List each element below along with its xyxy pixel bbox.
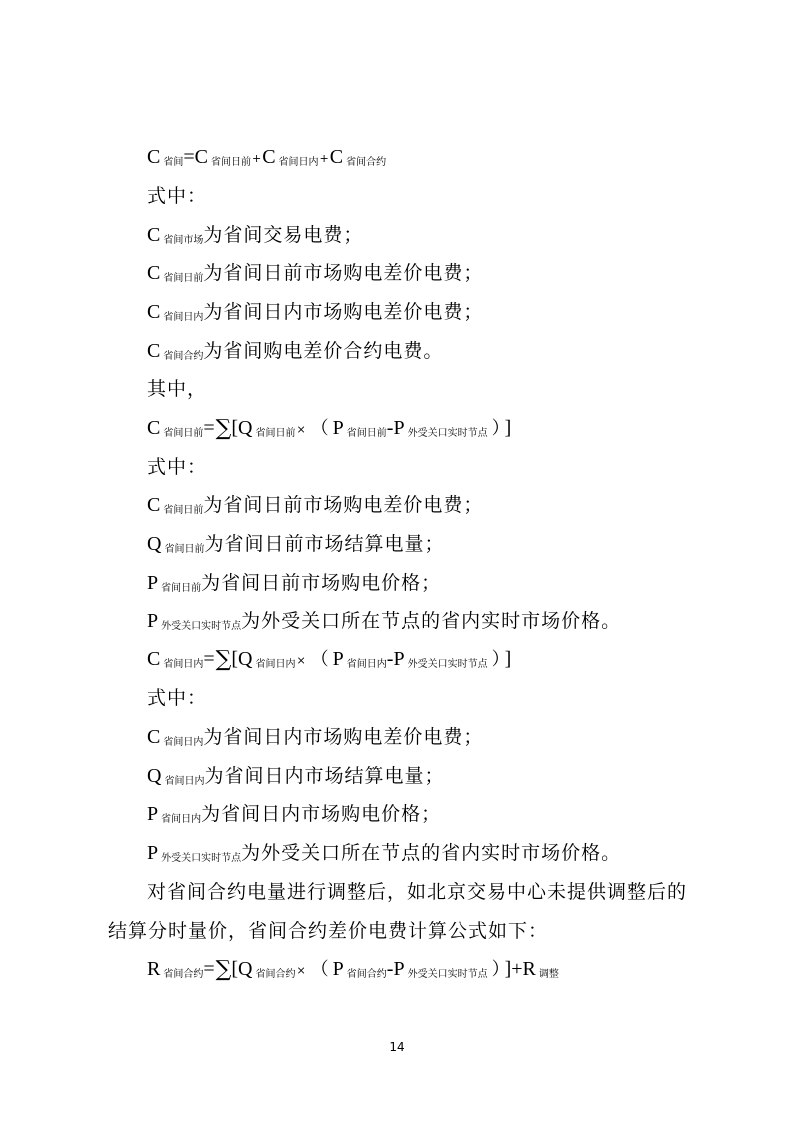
close-bracket: ] (504, 648, 512, 670)
sum-sign: ∑ (215, 416, 232, 441)
definition-line (147, 571, 441, 601)
sum-sign: ∑ (215, 647, 232, 672)
formula-subscript: 省间日内 (346, 659, 387, 670)
minus-sign: - (386, 958, 394, 980)
close-paren: ） (491, 649, 501, 670)
formula-symbol: P (332, 417, 344, 439)
equals-sign: = (203, 648, 215, 670)
definition-line (147, 725, 483, 755)
formula-subscript: 外受关口实时节点 (407, 659, 488, 670)
formula-symbol: C (147, 726, 161, 748)
formula-symbol: C (147, 301, 161, 323)
definition-line (147, 609, 621, 639)
formula-symbol: C (147, 494, 161, 516)
definition-text: 为外受关口所在节点的省内实时市场价格。 (241, 842, 622, 864)
formula-subscript: 省间合约 (255, 969, 296, 980)
definition-text: 为省间交易电费； (203, 224, 364, 246)
formula-subscript: 省间市场 (163, 235, 204, 246)
formula-symbol: C (147, 340, 161, 362)
formula-symbol: P (332, 958, 344, 980)
formula-symbol: P (147, 572, 159, 594)
formula-subscript: 省间日前 (164, 544, 205, 555)
formula-subscript: 省间 (163, 157, 184, 168)
formula-subscript: 省间日内 (164, 776, 205, 787)
among-label: 其中， (147, 378, 208, 400)
definition-line (147, 532, 444, 562)
formula-subscript: 省间日前 (210, 157, 251, 168)
minus-sign: - (386, 648, 394, 670)
formula-symbol: C (147, 224, 161, 246)
formula-symbol: P (147, 610, 159, 632)
close-paren: ） (491, 959, 501, 980)
equals-sign: = (183, 146, 195, 168)
formula-symbol: Q (147, 533, 162, 555)
formula-subscript: 省间日内 (255, 659, 296, 670)
definition-text: 为省间日内市场购电差价电费； (203, 726, 484, 748)
open-paren: （ (310, 649, 329, 670)
formula-symbol: C (194, 146, 208, 168)
close-bracket: ] (504, 417, 512, 439)
definition-line (147, 339, 443, 369)
sum-sign: ∑ (215, 957, 232, 982)
formula-subscript: 省间合约 (163, 351, 204, 362)
formula-subscript: 调整 (538, 969, 559, 980)
formula-symbol: R (147, 958, 161, 980)
definition-text: 为外受关口所在节点的省内实时市场价格。 (241, 610, 622, 632)
plus-sign: + (251, 152, 262, 165)
formula-subscript: 省间日前 (255, 428, 296, 439)
equals-sign: = (203, 417, 215, 439)
formula-subscript: 省间日内 (161, 814, 202, 825)
formula-symbol: Q (147, 765, 162, 787)
equals-sign: = (203, 958, 215, 980)
formula-subscript: 外受关口实时节点 (407, 428, 488, 439)
open-paren: （ (310, 418, 329, 439)
definition-text: 为省间日内市场结算电量； (204, 765, 445, 787)
formula-symbol: [Q (231, 648, 253, 670)
formula-symbol: C (329, 146, 344, 168)
formula-symbol: C (147, 417, 161, 439)
close-paren: ） (491, 418, 501, 439)
definition-line (147, 261, 483, 291)
definition-line (147, 802, 441, 832)
minus-sign: - (386, 417, 394, 439)
paragraph-line: 对省间合约电量进行调整后，如北京交易中心未提供调整后的 (147, 881, 688, 903)
formula-subscript: 省间合约 (346, 157, 387, 168)
formula-symbol: [Q (231, 958, 253, 980)
formula-symbol: P (393, 648, 405, 670)
formula-subscript: 省间日前 (163, 505, 204, 516)
definition-text: 为省间日内市场购电差价电费； (203, 301, 484, 323)
definition-line (147, 300, 483, 330)
formula-symbol: C (147, 146, 161, 168)
formula-symbol: P (393, 417, 405, 439)
where-label: 式中： (147, 687, 208, 709)
definition-text: 为省间日前市场购电差价电费； (203, 262, 484, 284)
close-bracket-plus: ]+R (504, 958, 536, 980)
formula-contract (147, 957, 559, 987)
formula-symbol: P (147, 803, 159, 825)
formula-subscript: 外受关口实时节点 (407, 969, 488, 980)
formula-subscript: 省间日内 (163, 659, 204, 670)
formula-subscript: 外受关口实时节点 (161, 621, 242, 632)
formula-subscript: 省间日内 (278, 157, 319, 168)
formula-subscript: 省间日前 (161, 583, 202, 594)
formula-subscript: 省间日前 (163, 273, 204, 284)
formula-subscript: 省间日前 (346, 428, 387, 439)
formula-symbol: P (332, 648, 344, 670)
formula-intraday (147, 647, 511, 677)
definition-text: 为省间日前市场购电差价电费； (203, 494, 484, 516)
times-sign: × (296, 964, 306, 977)
formula-subscript: 省间日内 (163, 737, 204, 748)
open-paren: （ (310, 959, 329, 980)
definition-text: 为省间日前市场购电价格； (201, 572, 442, 594)
formula-symbol: [Q (231, 417, 253, 439)
times-sign: × (296, 654, 306, 667)
formula-total-cost (147, 145, 386, 175)
formula-symbol: C (147, 648, 161, 670)
paragraph-line: 结算分时量价，省间合约差价电费计算公式如下： (108, 920, 549, 942)
formula-subscript: 省间合约 (163, 969, 204, 980)
definition-line (147, 493, 483, 523)
definition-line (147, 764, 444, 794)
definition-text: 为省间日内市场购电价格； (201, 803, 442, 825)
formula-symbol: C (262, 146, 276, 168)
where-label: 式中： (147, 456, 208, 478)
formula-subscript: 省间日内 (163, 312, 204, 323)
page-number: 14 (389, 1040, 405, 1054)
formula-subscript: 省间日前 (163, 428, 204, 439)
formula-symbol: P (147, 842, 159, 864)
formula-symbol: P (393, 958, 405, 980)
times-sign: × (296, 423, 306, 436)
definition-line (147, 841, 621, 871)
formula-subscript: 省间合约 (346, 969, 387, 980)
definition-line (147, 223, 363, 253)
definition-text: 为省间购电差价合约电费。 (203, 340, 444, 362)
where-label: 式中： (147, 185, 208, 207)
formula-symbol: C (147, 262, 161, 284)
definition-text: 为省间日前市场结算电量； (204, 533, 445, 555)
plus-sign: + (319, 152, 329, 165)
formula-day-ahead (147, 416, 511, 446)
formula-subscript: 外受关口实时节点 (161, 853, 242, 864)
